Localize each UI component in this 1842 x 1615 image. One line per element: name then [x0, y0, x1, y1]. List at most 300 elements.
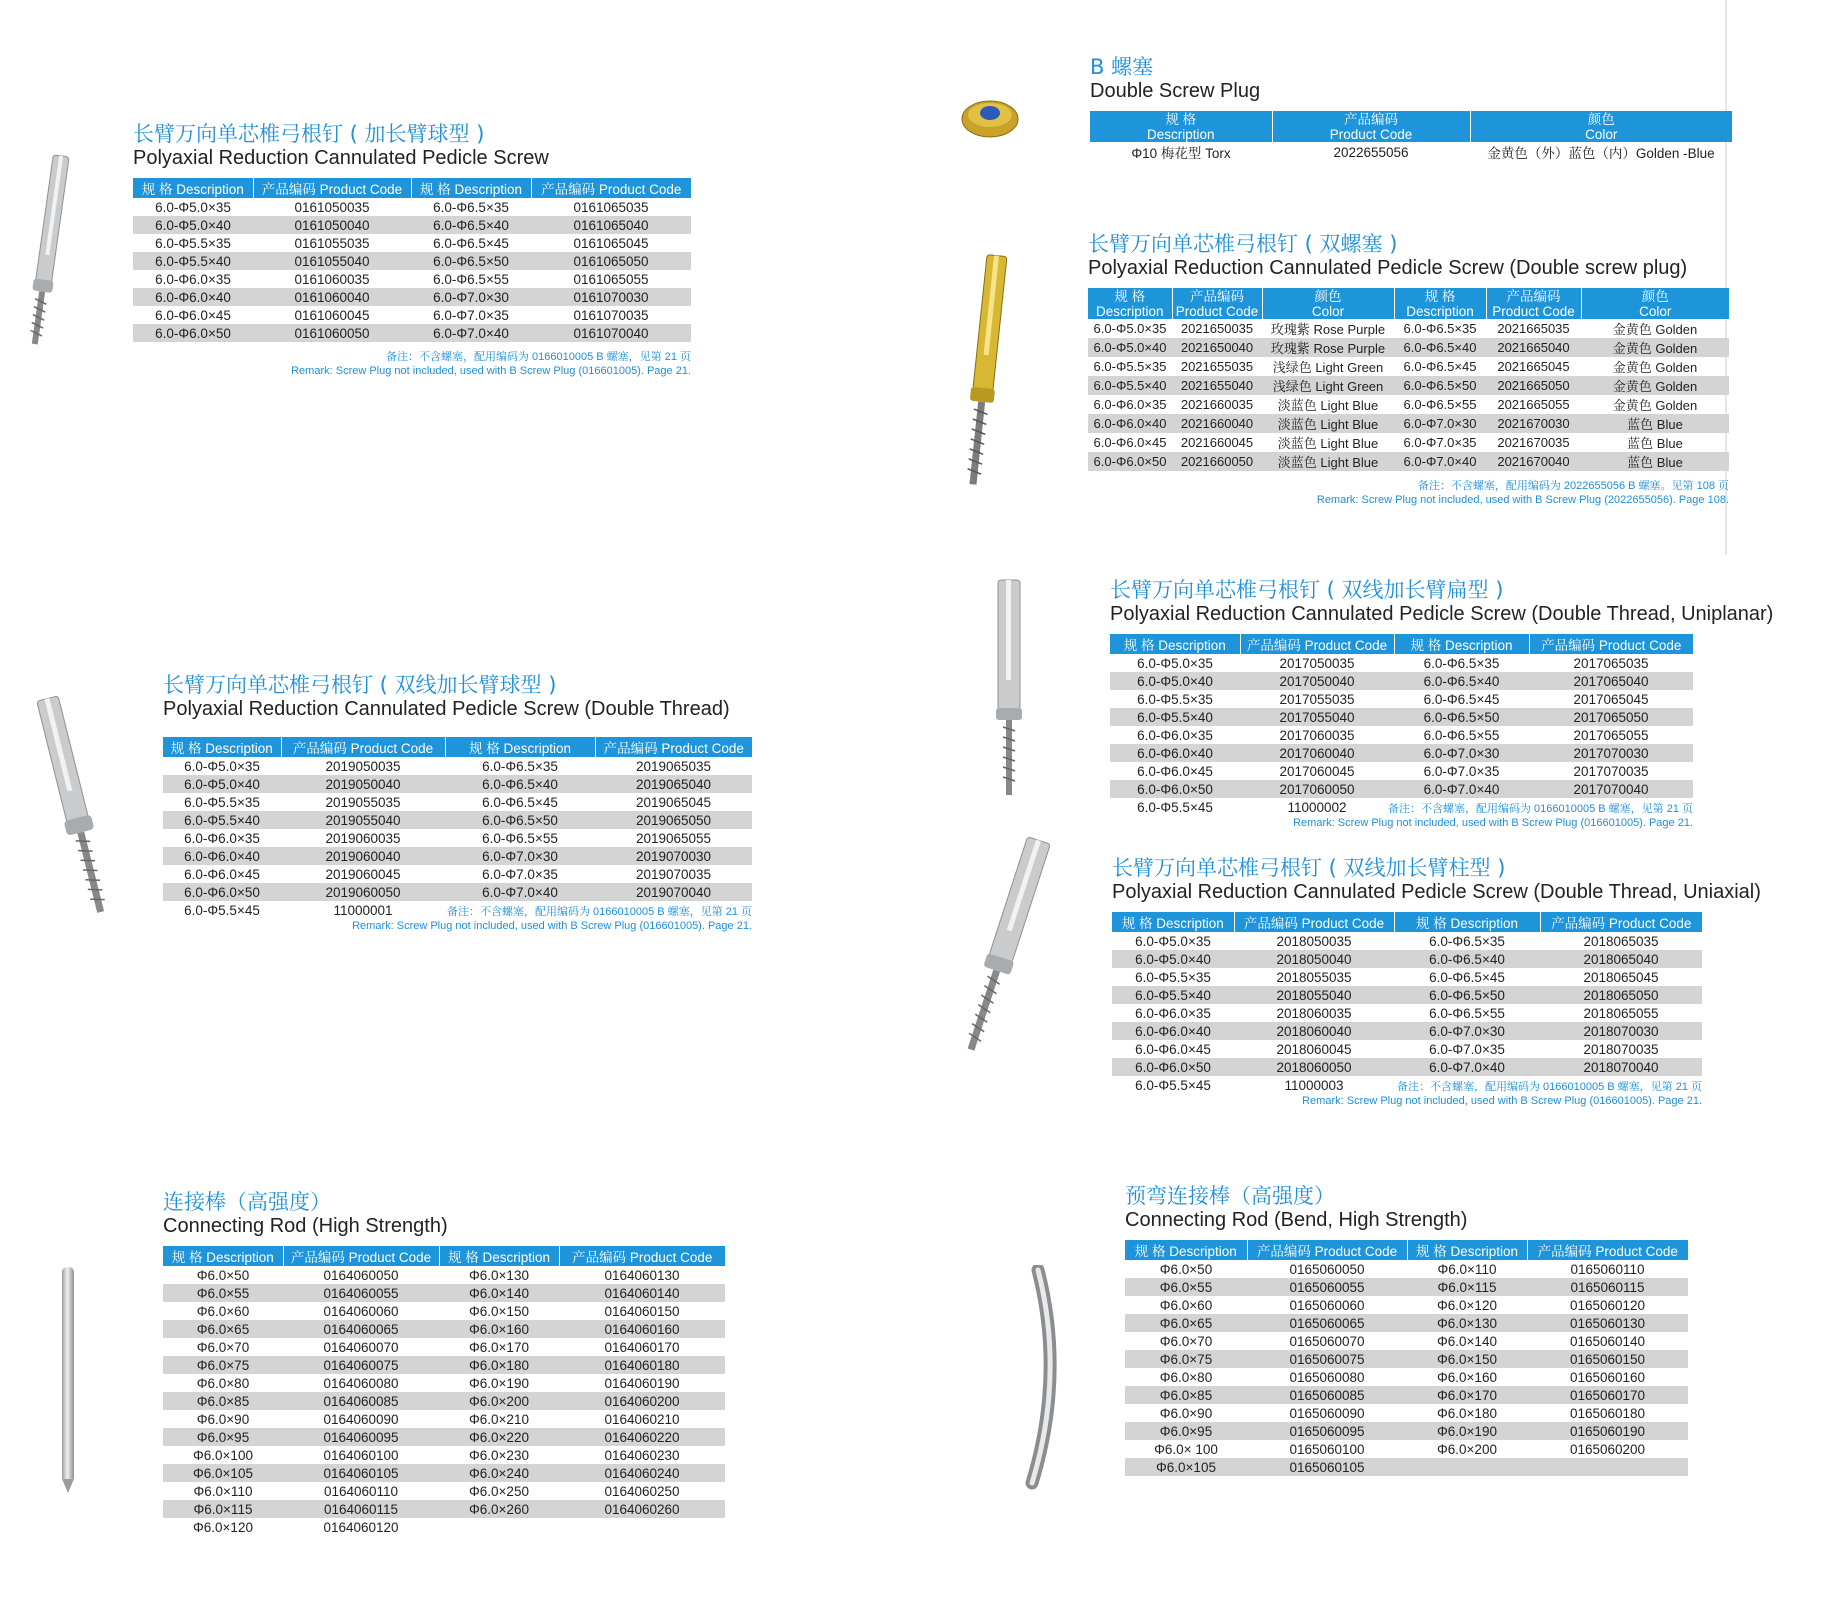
table-row	[1110, 744, 1693, 762]
table-cell: Φ6.0×70	[196, 1339, 250, 1355]
table-cell: 0164060120	[323, 1519, 399, 1535]
column-header	[1088, 288, 1172, 319]
table-cell: Φ6.0×90	[1159, 1405, 1213, 1421]
table-cell: 6.0-Φ6.0×50	[1088, 452, 1172, 471]
table-cell: 2021665055	[1497, 397, 1570, 412]
pedicle-screw-image-3	[30, 690, 120, 920]
table-cell: 2018065035	[1583, 933, 1659, 949]
table-cell: 6.0-Φ6.5×40	[1394, 338, 1486, 357]
table-cell: 6.0-Φ7.0×40	[1394, 780, 1529, 798]
table-row	[163, 829, 752, 847]
table-cell: 6.0-Φ7.0×40	[445, 883, 595, 901]
table-cell: 6.0-Φ6.0×50	[163, 883, 281, 901]
table-cell: Φ6.0×120	[1437, 1297, 1497, 1313]
table-cell: 0165060075	[1247, 1350, 1407, 1368]
table-cell: 2018060040	[1234, 1022, 1394, 1040]
column-header-line: 产品编码	[1344, 111, 1398, 127]
table-row	[1125, 1404, 1688, 1422]
table-cell: 6.0-Φ6.5×40	[1394, 950, 1540, 968]
table-row	[133, 270, 691, 288]
table-cell: 2018070030	[1540, 1022, 1702, 1040]
table-cell: 2017065035	[1573, 655, 1649, 671]
table-cell: 0165060200	[1569, 1441, 1646, 1457]
table-cell: 6.0-Φ5.5×35	[1135, 969, 1211, 985]
table-cell: Φ6.0×75	[163, 1356, 283, 1374]
table-cell: 淡蓝色 Light Blue	[1277, 398, 1379, 413]
table-row	[163, 1482, 725, 1500]
section-title-en: Polyaxial Reduction Cannulated Pedicle Screw (Double Thread)	[163, 698, 730, 720]
table-row	[133, 324, 691, 342]
table-cell: 0165060180	[1569, 1405, 1646, 1421]
table-cell: 0161060045	[294, 307, 370, 323]
spec-table	[1088, 288, 1729, 471]
section-title-cn: 长臂万向单芯椎弓根钉 ( 双线加长臂柱型 )	[1112, 856, 1506, 880]
table-cell: 0164060105	[283, 1464, 439, 1482]
pedicle-screw-image-2	[950, 250, 1020, 490]
table-cell: 0165060150	[1527, 1350, 1688, 1368]
table-cell: 2017055040	[1240, 708, 1394, 726]
section-title-cn: B 螺塞	[1090, 55, 1154, 79]
table-cell: 2018065055	[1583, 1005, 1659, 1021]
section-s4	[163, 673, 752, 933]
table-cell: 2018070035	[1583, 1041, 1659, 1057]
table-row	[1112, 1040, 1702, 1058]
table-cell: 6.0-Φ6.5×55	[1403, 397, 1477, 412]
section-s7	[163, 1190, 725, 1536]
table-row	[1112, 950, 1702, 968]
spec-table	[163, 1246, 725, 1536]
column-header-line: 规 格	[1114, 288, 1146, 304]
remark	[133, 350, 691, 378]
section-s8	[1125, 1184, 1688, 1476]
column-header: 产品编码 Product Code	[559, 1246, 725, 1266]
table-cell: 6.0-Φ6.0×35	[1135, 1005, 1211, 1021]
table-cell: 0164060130	[604, 1267, 680, 1283]
table-cell: 2019065035	[635, 758, 712, 774]
table-cell: 0165060070	[1289, 1333, 1365, 1349]
table-row	[163, 883, 752, 901]
table-cell: 2021670035	[1497, 435, 1570, 450]
table-cell: 6.0-Φ6.5×35	[1423, 655, 1500, 671]
table-cell: 6.0-Φ5.0×40	[1112, 950, 1234, 968]
column-header: 规 格 Description	[1110, 634, 1240, 654]
table-cell: 6.0-Φ6.5×40	[1394, 672, 1529, 690]
table-cell: 6.0-Φ6.0×35	[184, 830, 260, 846]
table-cell: Φ6.0×80	[1159, 1369, 1213, 1385]
table-row	[1088, 433, 1729, 452]
table-cell: Φ6.0×85	[1125, 1386, 1247, 1404]
table-row	[133, 252, 691, 270]
table-cell: 金黄色 Golden	[1612, 398, 1698, 413]
table-cell: Φ6.0×120	[193, 1519, 253, 1535]
spec-table	[1110, 634, 1693, 816]
table-cell: 6.0-Φ5.5×40	[133, 252, 253, 270]
spec-table	[163, 737, 752, 919]
table-cell: 0161070035	[573, 307, 649, 323]
table-header-row	[1125, 1240, 1688, 1260]
column-header: 规 格 Description	[1394, 634, 1529, 654]
bent-rod-image	[1010, 1265, 1070, 1490]
table-cell: 0164060055	[283, 1284, 439, 1302]
table-cell: 6.0-Φ7.0×30	[1394, 744, 1529, 762]
table-row	[133, 288, 691, 306]
column-header	[1272, 111, 1470, 142]
table-cell: Φ6.0×55	[163, 1284, 283, 1302]
table-cell: Φ6.0×100	[193, 1447, 253, 1463]
section-title-en: Polyaxial Reduction Cannulated Pedicle Screw (Double Thread, Uniaxial)	[1112, 881, 1761, 903]
table-cell: 6.0-Φ5.5×35	[155, 235, 231, 251]
section-title-cn: 长臂万向单芯椎弓根钉 ( 加长臂球型 )	[133, 122, 485, 146]
table-cell: Φ6.0×180	[1437, 1405, 1497, 1421]
table-cell: 0164060090	[323, 1411, 399, 1427]
table-cell: 6.0-Φ6.5×45	[482, 794, 558, 810]
column-header: 产品编码 Product Code	[1247, 1240, 1407, 1260]
remark-en: Remark: Screw Plug not included, used with B Screw Plug (2022655056). Page 108.	[1316, 494, 1729, 506]
table-cell: 0161065045	[573, 235, 649, 251]
table-cell	[439, 1518, 559, 1536]
table-cell: 6.0-Φ7.0×30	[445, 847, 595, 865]
column-header-line: 颜色	[1587, 111, 1615, 127]
spec-table	[133, 178, 691, 342]
table-cell: 2019055040	[281, 811, 445, 829]
table-cell: 6.0-Φ6.5×50	[1394, 708, 1529, 726]
table-cell: 0165060060	[1289, 1297, 1365, 1313]
table-cell: 6.0-Φ5.0×40	[1088, 338, 1172, 357]
table-row	[1110, 672, 1693, 690]
table-cell: Φ6.0×140	[1437, 1333, 1497, 1349]
remark-cn: 备注：不含螺塞，配用编码为 2022655056 B 螺塞。见第 108 页	[1417, 480, 1729, 492]
table-cell: 2021670030	[1486, 414, 1581, 433]
table-header-row	[163, 737, 752, 757]
table-cell: 2017060035	[1279, 727, 1355, 743]
remark	[1088, 479, 1729, 507]
table-row	[1125, 1422, 1688, 1440]
section-title-cn: 连接棒（高强度）	[163, 1190, 331, 1214]
table-cell: 金黄色 Golden	[1581, 338, 1729, 357]
table-row	[163, 1320, 725, 1338]
table-cell: 2019070035	[635, 866, 712, 882]
table-cell: 2019065040	[595, 775, 752, 793]
table-row	[1112, 986, 1702, 1004]
section-title-en: Polyaxial Reduction Cannulated Pedicle Screw	[133, 147, 549, 169]
table-cell: 0161060040	[253, 288, 411, 306]
table-cell: 2017070035	[1573, 763, 1649, 779]
table-cell: Φ6.0×190	[1407, 1422, 1527, 1440]
table-cell: 2021655035	[1180, 359, 1254, 374]
column-header: 产品编码 Product Code	[1540, 912, 1702, 932]
table-cell: 0165060105	[1247, 1458, 1407, 1476]
table-cell: 6.0-Φ6.0×45	[1093, 435, 1167, 450]
column-header: 产品编码 Product Code	[283, 1246, 439, 1266]
column-header: 产品编码 Product Code	[531, 178, 691, 198]
table-cell: 2019050040	[281, 775, 445, 793]
table-cell: 6.0-Φ5.0×35	[1093, 321, 1167, 336]
table-row	[163, 865, 752, 883]
table-cell: 2017050035	[1279, 655, 1355, 671]
table-cell: Φ6.0×60	[1159, 1297, 1213, 1313]
table-cell: 6.0-Φ5.5×40	[1110, 708, 1240, 726]
table-cell: 0161060050	[253, 324, 411, 342]
table-cell: 6.0-Φ6.5×45	[1403, 359, 1477, 374]
table-cell: Φ6.0×70	[1159, 1333, 1213, 1349]
table-cell: 0165060140	[1569, 1333, 1646, 1349]
table-cell: 6.0-Φ5.5×35	[1093, 359, 1167, 374]
table-cell: 6.0-Φ6.0×40	[1088, 414, 1172, 433]
table-cell: 6.0-Φ5.0×35	[155, 199, 231, 215]
table-row	[1125, 1386, 1688, 1404]
table-cell: 0164060070	[323, 1339, 399, 1355]
table-row	[1112, 1058, 1702, 1076]
table-cell: Φ6.0×230	[469, 1447, 529, 1463]
table-cell: 6.0-Φ7.0×35	[1429, 1041, 1505, 1057]
table-cell: 2021650040	[1172, 338, 1262, 357]
table-cell: 6.0-Φ7.0×35	[433, 307, 509, 323]
table-cell: Φ6.0×105	[1125, 1458, 1247, 1476]
section-title-cn: 长臂万向单芯椎弓根钉 ( 双线加长臂扁型 )	[1110, 578, 1504, 602]
table-cell: 6.0-Φ6.5×35	[1429, 933, 1505, 949]
table-row	[1088, 357, 1729, 376]
section-s3	[1088, 232, 1729, 507]
column-header-line: Product Code	[1329, 126, 1413, 142]
table-cell: 0165060120	[1569, 1297, 1646, 1313]
remark-en: Remark: Screw Plug not included, used with B Screw Plug (016601005). Page 21.	[352, 920, 752, 932]
table-row	[1088, 395, 1729, 414]
table-cell: 淡蓝色 Light Blue	[1262, 414, 1394, 433]
table-cell	[559, 1518, 725, 1536]
table-cell: 0164060060	[323, 1303, 399, 1319]
table-cell: Φ6.0×140	[439, 1284, 559, 1302]
table-cell: Φ6.0×95	[163, 1428, 283, 1446]
table-cell: 2021660045	[1180, 435, 1254, 450]
spec-table	[1090, 111, 1732, 162]
table-cell: 2018055040	[1234, 986, 1394, 1004]
table-row	[1112, 1022, 1702, 1040]
table-row	[1110, 762, 1693, 780]
table-cell: 6.0-Φ7.0×35	[482, 866, 558, 882]
table-cell: 蓝色 Blue	[1627, 436, 1683, 451]
column-header-line: 产品编码	[1190, 288, 1244, 304]
table-cell: 2021655040	[1172, 376, 1262, 395]
table-cell: Φ6.0×50	[1159, 1261, 1213, 1277]
column-header: 产品编码 Product Code	[253, 178, 411, 198]
table-cell: 6.0-Φ5.0×40	[1110, 672, 1240, 690]
table-cell: 0165060110	[1570, 1261, 1645, 1277]
table-cell: 0164060140	[559, 1284, 725, 1302]
remark-cn: 备注：不含螺塞，配用编码为 0166010005 B 螺塞，见第 21 页	[1387, 803, 1693, 815]
table-cell: 0161050040	[253, 216, 411, 234]
table-cell: 0164060210	[604, 1411, 680, 1427]
table-cell: 0161055035	[294, 235, 370, 251]
section-title-en: Polyaxial Reduction Cannulated Pedicle Screw (Double Thread, Uniplanar)	[1110, 603, 1774, 625]
table-cell: 6.0-Φ7.0×30	[1394, 414, 1486, 433]
table-cell: 0164060085	[283, 1392, 439, 1410]
table-cell: Φ6.0×130	[1407, 1314, 1527, 1332]
table-cell: 2017065040	[1529, 672, 1693, 690]
remark-cn: 备注：不含螺塞，配用编码为 0166010005 B 螺塞，见第 21 页	[385, 351, 691, 363]
table-cell: 0164060200	[559, 1392, 725, 1410]
table-cell: 2018060045	[1276, 1041, 1352, 1057]
table-cell: 2021665045	[1497, 359, 1570, 374]
table-cell: 6.0-Φ6.5×40	[445, 775, 595, 793]
table-row	[163, 757, 752, 775]
table-cell: 0164060250	[604, 1483, 680, 1499]
table-cell: 0165060130	[1527, 1314, 1688, 1332]
table-cell: 6.0-Φ5.5×40	[1088, 376, 1172, 395]
table-cell: 6.0-Φ6.0×45	[155, 307, 231, 323]
table-cell: 2019070030	[595, 847, 752, 865]
table-cell: 金黄色 Golden	[1612, 360, 1698, 375]
table-row	[163, 1266, 725, 1284]
table-row	[163, 1518, 725, 1536]
pedicle-screw-image-5	[950, 830, 1060, 1060]
table-cell: Φ10 梅花型 Torx	[1131, 146, 1231, 161]
table-cell: 2018060035	[1276, 1005, 1352, 1021]
table-row	[1125, 1440, 1688, 1458]
table-cell: Φ6.0×180	[439, 1356, 559, 1374]
table-cell: 0164060050	[323, 1267, 399, 1283]
table-cell: 0164060150	[604, 1303, 680, 1319]
section-title-cn: 预弯连接棒（高强度）	[1125, 1184, 1335, 1208]
table-cell: 2017070040	[1529, 780, 1693, 798]
table-cell: 6.0-Φ5.5×40	[163, 811, 281, 829]
table-cell: 6.0-Φ6.0×40	[1112, 1022, 1234, 1040]
table-cell: 6.0-Φ6.5×35	[433, 199, 509, 215]
column-header: 产品编码 Product Code	[595, 737, 752, 757]
column-header-line: 规 格	[1424, 288, 1456, 304]
table-cell	[1407, 1458, 1527, 1476]
table-cell: 浅绿色 Light Green	[1262, 376, 1394, 395]
column-header	[1470, 111, 1732, 142]
table-header-row	[1088, 288, 1729, 319]
table-row	[1110, 780, 1693, 798]
column-header: 产品编码 Product Code	[281, 737, 445, 757]
table-cell: 6.0-Φ6.5×55	[433, 271, 509, 287]
table-cell: 2019050035	[325, 758, 401, 774]
table-cell: 2022655056	[1333, 144, 1409, 160]
table-cell: 6.0-Φ7.0×40	[1394, 452, 1486, 471]
table-cell: 6.0-Φ7.0×30	[1394, 1022, 1540, 1040]
table-cell: Φ6.0×75	[1125, 1350, 1247, 1368]
column-header: 规 格 Description	[1125, 1240, 1247, 1260]
table-cell: 6.0-Φ5.5×45	[1137, 799, 1213, 815]
table-cell: 6.0-Φ6.5×50	[1394, 376, 1486, 395]
table-row	[163, 775, 752, 793]
column-header: 产品编码 Product Code	[1529, 634, 1693, 654]
table-row	[1088, 414, 1729, 433]
table-cell: 6.0-Φ6.5×40	[411, 216, 531, 234]
table-cell: Φ6.0×210	[469, 1411, 529, 1427]
table-cell: 0161055040	[253, 252, 411, 270]
table-row	[163, 1428, 725, 1446]
table-cell: 2019065055	[635, 830, 712, 846]
table-header-row	[1090, 111, 1732, 142]
table-cell: 0165060095	[1247, 1422, 1407, 1440]
table-cell: 2019060050	[281, 883, 445, 901]
section-title-cn: 长臂万向单芯椎弓根钉 ( 双螺塞 )	[1088, 232, 1398, 256]
column-header-line: 颜色	[1314, 288, 1342, 304]
table-cell: 0161065035	[573, 199, 649, 215]
table-cell: Φ6.0×80	[196, 1375, 250, 1391]
table-row	[163, 1392, 725, 1410]
table-row	[163, 1374, 725, 1392]
table-row	[1125, 1350, 1688, 1368]
table-cell: Φ6.0×150	[469, 1303, 529, 1319]
table-cell: Φ6.0×105	[163, 1464, 283, 1482]
table-row	[133, 306, 691, 324]
column-header: 产品编码 Product Code	[1234, 912, 1394, 932]
table-cell: 2017065055	[1573, 727, 1649, 743]
section-title-en: Connecting Rod (Bend, High Strength)	[1125, 1209, 1468, 1231]
table-header-row	[163, 1246, 725, 1266]
pedicle-screw-image-1	[18, 150, 78, 350]
column-header	[1486, 288, 1581, 319]
table-cell: 6.0-Φ5.0×40	[163, 775, 281, 793]
table-row	[1125, 1458, 1688, 1476]
table-cell: 2017060050	[1240, 780, 1394, 798]
table-row	[1112, 968, 1702, 986]
table-row	[1110, 708, 1693, 726]
table-cell: 2021665050	[1486, 376, 1581, 395]
table-cell: 2021665035	[1497, 321, 1570, 336]
table-row	[163, 1500, 725, 1518]
table-cell: Φ6.0×90	[196, 1411, 250, 1427]
pedicle-screw-image-4	[980, 575, 1040, 800]
column-header-line: Product Code	[1175, 303, 1259, 319]
table-cell: 0164060220	[559, 1428, 725, 1446]
table-row	[163, 1338, 725, 1356]
table-cell: 0164060230	[604, 1447, 680, 1463]
table-cell: 6.0-Φ6.0×50	[133, 324, 253, 342]
table-cell: 6.0-Φ7.0×40	[1394, 1058, 1540, 1076]
table-cell: 2017065045	[1573, 691, 1649, 707]
table-row	[1088, 338, 1729, 357]
table-cell: 0164060065	[283, 1320, 439, 1338]
table-cell: 2021660050	[1172, 452, 1262, 471]
table-cell: 6.0-Φ6.5×55	[482, 830, 558, 846]
table-row	[133, 234, 691, 252]
table-cell: 0165060085	[1247, 1386, 1407, 1404]
table-cell: Φ6.0×65	[1125, 1314, 1247, 1332]
table-cell: Φ6.0×110	[1437, 1261, 1497, 1277]
table-cell: 6.0-Φ5.5×35	[1137, 691, 1213, 707]
table-row	[163, 1464, 725, 1482]
table-cell: 2019065045	[635, 794, 712, 810]
table-cell: 0165060080	[1289, 1369, 1365, 1385]
table-row	[163, 1410, 725, 1428]
table-cell: 浅绿色 Light Green	[1272, 360, 1384, 375]
table-cell: 6.0-Φ7.0×40	[411, 324, 531, 342]
table-row	[1125, 1260, 1688, 1278]
table-cell: 0165060160	[1569, 1369, 1646, 1385]
table-cell: 6.0-Φ6.0×40	[133, 288, 253, 306]
column-header-line: 规 格	[1165, 111, 1197, 127]
table-cell: Φ6.0×170	[1407, 1386, 1527, 1404]
table-row	[1088, 319, 1729, 338]
table-cell: Φ6.0×115	[1407, 1278, 1527, 1296]
table-cell: 0165060100	[1289, 1441, 1365, 1457]
table-cell: 6.0-Φ6.0×40	[163, 847, 281, 865]
remark-cn: 备注：不含螺塞，配用编码为 0166010005 B 螺塞，见第 21 页	[446, 906, 752, 918]
column-header: 规 格 Description	[411, 178, 531, 198]
table-cell: Φ6.0×160	[439, 1320, 559, 1338]
column-header: 规 格 Description	[439, 1246, 559, 1266]
table-header-row	[133, 178, 691, 198]
table-row	[133, 198, 691, 216]
section-s2	[1090, 55, 1732, 162]
table-cell: 0161065055	[573, 271, 649, 287]
column-header-line: Description	[1406, 303, 1474, 319]
table-cell: 0164060080	[323, 1375, 399, 1391]
